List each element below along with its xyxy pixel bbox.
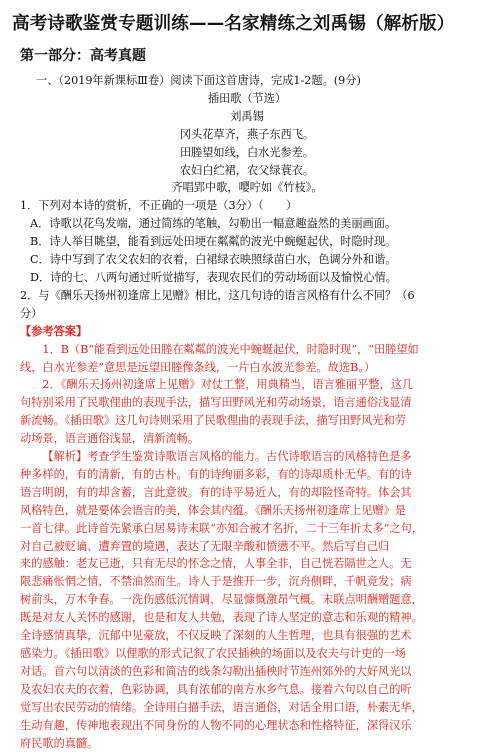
analysis-line: 种多样的，有的清新，有的古朴。有的诗绚丽多彩，有的诗却质朴无华。有的诗 <box>20 467 412 481</box>
analysis-line: 一首七律。此诗首先紧承白居易诗末联“亦知合被才名折，二十三年折太多”之句， <box>20 521 424 535</box>
analysis <box>20 448 474 752</box>
option-d: D．诗的七、八两句通过听觉描写，表现农民们的劳动场面以及愉悦心情。 <box>30 270 397 284</box>
analysis-line: 语言明朗，有的却含蓄，言此意彼。有的诗平易近人，有的却险怪奇特。体会其 <box>20 485 412 499</box>
answer-2 <box>20 376 474 448</box>
analysis-line: 风格特色，就是要体会语言的美，体会其内蕴。《酬乐天扬州初逢席上见赠》是 <box>20 503 406 517</box>
poem-line: 冈头花草齐，燕子东西飞。 <box>179 127 315 141</box>
section-heading: 第一部分：高考真题 <box>20 48 146 64</box>
analysis-line: 及农妇农夫的衣着，色彩协调，具有浓郁的南方水乡气息。接着六句以自己的听 <box>20 682 412 696</box>
question-intro: 一、（2019年新课标Ⅲ卷）阅读下面这首唐诗，完成1-2题。(9分) <box>36 74 361 87</box>
analysis-line: 树前头，万木争春。一洗伤感低沉情调，尽显慷慨激昂气概。末联点明酬赠题意， <box>20 593 423 607</box>
answer-2-line: 2．《酬乐天扬州初逢席上见赠》对仗工整，用典精当，语言雅丽平整，这几 <box>42 378 414 392</box>
analysis-line: 对话。首六句以清淡的色彩和简洁的线条勾勒出插秧时节连州郊外的大好风光以 <box>20 664 412 678</box>
poem-line: 齐唱郢中歌，嘤咛如《竹枝》。 <box>171 181 323 195</box>
poem-title: 插田歌（节选） <box>207 91 287 105</box>
answer-1-line: 线，白水光参差”意思是远望田塍像条线，一片白水波光参差。故选B。） <box>20 360 376 374</box>
poem-line: 农妇白纻裙，农父绿蓑衣。 <box>179 163 315 177</box>
option-a: A．诗歌以花鸟发端，通过简练的笔触，勾勒出一幅意趣盎然的美丽画面。 <box>30 217 397 231</box>
analysis-line: 对自己被贬谪、遭弃置的境遇，表达了无限辛酸和愤懑不平。然后写自己归 <box>20 539 390 553</box>
analysis-line: 全诗感情真挚，沉郁中见豪放，不仅反映了深刻的人生哲理，也具有很强的艺术 <box>20 629 412 643</box>
analysis-line: 生动有趣，传神地表现出不同身份的人物不同的心理状态和性格特征，深得汉乐 <box>20 718 412 732</box>
document-body <box>20 72 474 752</box>
poem <box>20 90 474 197</box>
answer-2-line: 新流畅。《插田歌》这几句诗则采用了民歌俚曲的表现手法，描写田野风光和劳 <box>20 414 406 428</box>
analysis-line: 觉写出农民劳动的情绪。全诗用白描手法，语言通俗，对话全用口语，朴素无华， <box>20 700 423 714</box>
page-title: 高考诗歌鉴赏专题训练——名家精练之刘禹锡（解析版） <box>12 14 455 34</box>
analysis-line: 既是对友人关怀的感谢，也是和友人共勉，表现了诗人坚定的意志和乐观的精神。 <box>20 611 423 625</box>
question-2 <box>20 287 474 323</box>
analysis-line: 限悲痛怅惘之情，不禁油然而生。诗人于是推开一步，沉舟侧畔，千帆竞发；病 <box>20 575 412 589</box>
question-2-line: 2．与《酬乐天扬州初逢席上见赠》相比，这几句诗的语言风格有什么不同？（6 <box>20 288 415 302</box>
analysis-line: 【解析】考查学生鉴赏诗歌语言风格的能力。古代诗歌语言的风格特色是多 <box>42 450 412 464</box>
analysis-line: 感染力。《插田歌》以俚歌的形式记叙了农民插秧的场面以及农夫与计吏的一场 <box>20 647 406 660</box>
poem-author: 刘禹锡 <box>230 109 264 123</box>
poem-line: 田塍望如线，白水光参差。 <box>179 145 315 159</box>
analysis-line: 来的感触：老友已逝，只有无尽的怀念之情，人事全非，自己恍若隔世之人。无 <box>20 557 412 571</box>
option-b: B．诗人举目眺望，能看到远处田埂在粼粼的波光中蜿蜒起伏，时隐时现。 <box>30 235 397 249</box>
question-1-stem: 1．下列对本诗的赏析，不正确的一项是（3分）（ ） <box>20 199 298 213</box>
analysis-line: 府民歌的真髓。 <box>20 736 99 750</box>
answer-2-line: 动场景，语言通俗浅显，清新流畅。 <box>20 432 200 446</box>
answer-label: 【参考答案】 <box>20 323 88 338</box>
question-2-line: 分） <box>20 306 43 320</box>
answer-2-line: 句特别采用了民歌俚曲的表现手法，描写田野风光和劳动场景，语言通俗浅显清 <box>20 396 412 410</box>
answer-1 <box>20 341 474 377</box>
option-c: C．诗中写到了农父农妇的衣着，白裙绿衣映照绿苗白水，色调分外和谐。 <box>30 253 397 267</box>
answer-1-line: 1．B（B“能看到远处田塍在粼粼的波光中蜿蜒起伏，时隐时现”，“田塍望如 <box>42 342 419 356</box>
